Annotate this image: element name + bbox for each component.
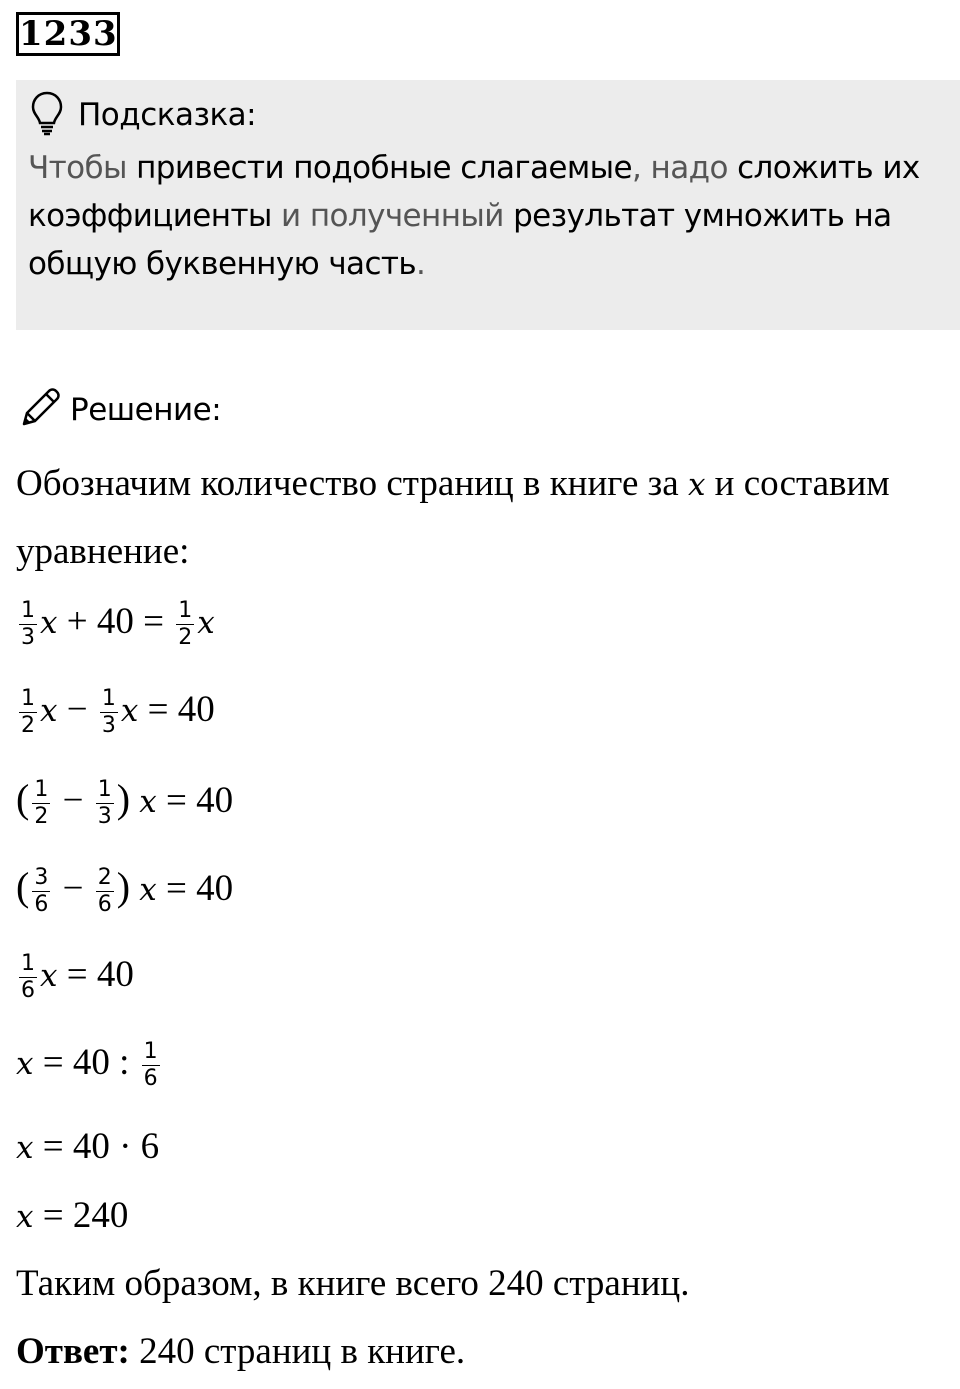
fraction [32,777,50,830]
intro-text: и составим [705,463,890,504]
answer-label: Ответ: [16,1331,130,1372]
equation-step-5 [16,951,134,1004]
solution-header [16,384,221,436]
hint-title: Подсказка: [78,97,257,133]
intro-text: Обозначим количество страниц в книге за [16,463,688,504]
solution-intro [16,462,890,505]
fraction [96,865,114,918]
equation-text: − [53,780,93,821]
conclusion: Таким образом, в книге всего 240 страниц. [16,1263,690,1304]
denominator: 3 [101,713,116,738]
hint-text-part: Чтобы [28,150,137,186]
fraction [100,686,118,739]
equation-text: + 40 = [57,600,174,642]
equation-step-6 [16,1039,163,1092]
equation-text: = 40 [57,953,134,995]
equation-step-4 [16,863,233,918]
numerator: 1 [21,598,35,623]
open-paren: ( [16,864,30,909]
variable-x: x [16,1130,34,1166]
hint-text-part: , надо [632,150,738,186]
solution-intro-line2: уравнение: [16,531,190,572]
solution-title: Решение: [70,392,222,428]
task-number: 1233 [16,12,120,56]
fraction [19,598,37,651]
answer [16,1330,465,1373]
fraction [96,777,114,830]
denominator: 2 [21,713,35,738]
hint-text-emphasis: сложить их коэффициенты [28,150,920,234]
lightbulb-icon [30,90,64,140]
equation-text: = 40 : [33,1041,139,1083]
variable-x: x [40,692,58,729]
denominator: 3 [97,804,112,830]
hint-text-part: . [416,246,426,282]
variable-x: x [40,957,58,994]
equation-step-3 [16,775,233,830]
open-paren: ( [16,776,30,821]
equation-step-7 [16,1125,159,1168]
fraction [142,1039,160,1092]
fraction [19,686,37,739]
answer-text: 240 страниц в книге. [129,1331,466,1372]
hint-text-emphasis: привести подобные слагаемые [136,150,633,186]
denominator: 6 [97,892,112,918]
equation-text: = 40 [138,688,215,730]
numerator: 3 [34,865,49,891]
variable-x: x [40,604,58,641]
variable-x: x [16,1045,34,1082]
close-paren: ) [116,864,131,909]
variable-x: x [139,872,157,908]
denominator: 2 [34,804,49,830]
equation-text: = 240 [33,1195,129,1236]
denominator: 6 [34,892,49,918]
numerator: 1 [21,951,35,976]
hint-text [28,144,953,288]
hint-header [30,90,256,140]
equation-text: − [53,868,93,909]
equation-text: = 40 [156,868,234,909]
close-paren: ) [116,776,131,821]
numerator: 1 [21,686,35,711]
hint-box [16,80,960,330]
numerator: 1 [34,777,49,803]
fraction [19,951,37,1004]
hint-text-emphasis: результат умножить на общую буквенную часть [28,198,892,282]
numerator: 1 [178,598,193,623]
pencil-icon [16,384,64,436]
numerator: 1 [97,777,112,803]
variable-x: x [197,604,215,641]
denominator: 6 [21,978,35,1003]
variable-x: x [16,1199,34,1235]
equation-text: = 40 [156,780,234,821]
numerator: 2 [97,865,112,891]
equation-step-1 [16,598,215,651]
numerator: 1 [101,686,116,711]
numerator: 1 [143,1039,158,1064]
equation-step-8 [16,1194,128,1237]
denominator: 3 [21,625,35,650]
equation-text: = 40 · 6 [33,1126,160,1167]
equation-step-2 [16,686,215,739]
variable-x: x [139,784,157,820]
equation-text: − [57,688,97,730]
fraction [176,598,194,651]
hint-text-part: и полученный [271,198,514,234]
variable-x: x [687,467,706,503]
variable-x: x [120,692,139,729]
denominator: 2 [178,625,193,650]
denominator: 6 [143,1066,158,1091]
fraction [32,865,50,918]
